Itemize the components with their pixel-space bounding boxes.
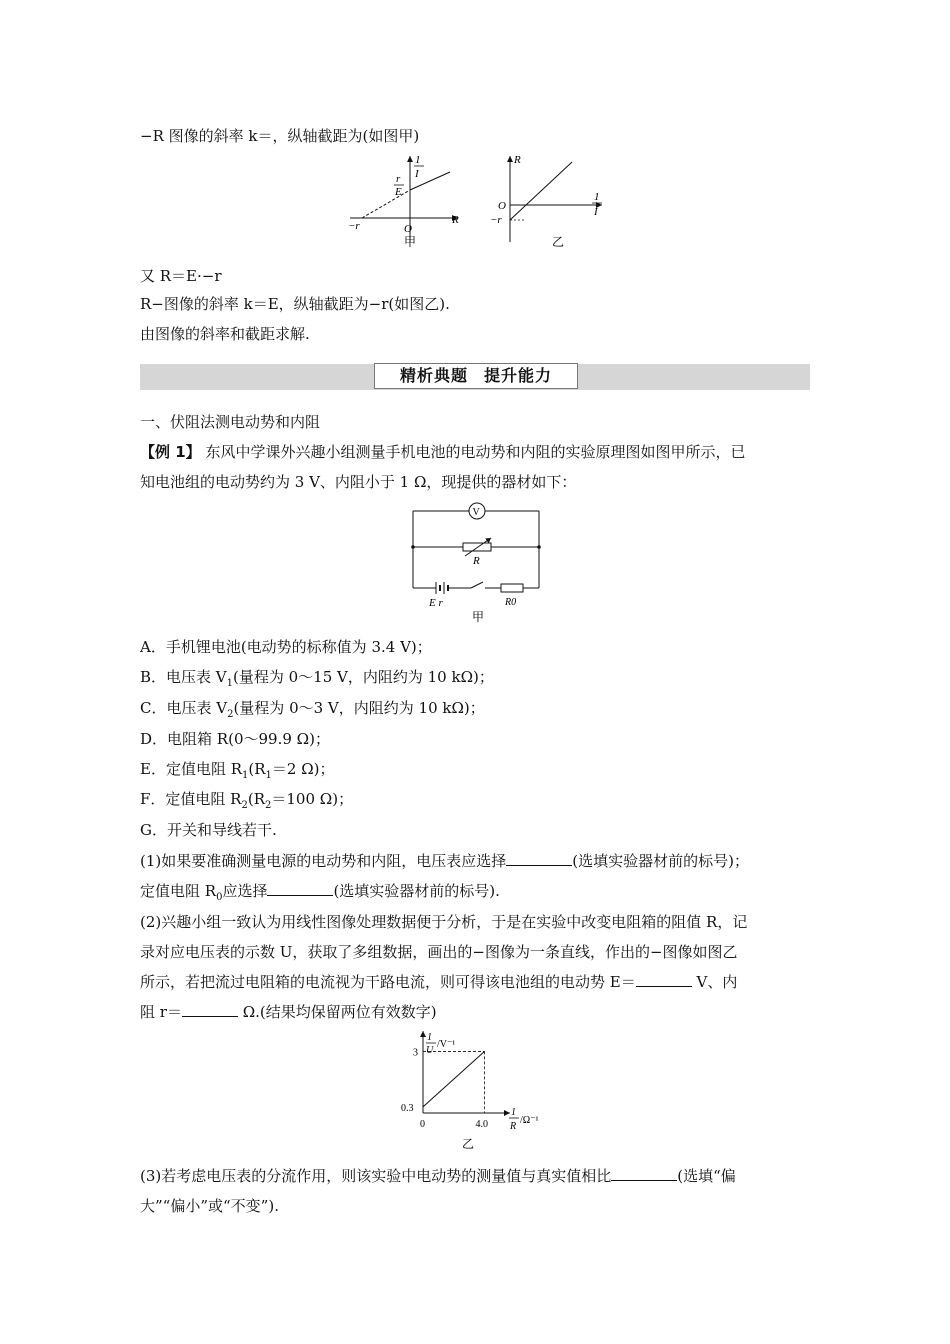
battery-label: E r bbox=[429, 597, 443, 609]
chart-title: 乙 bbox=[462, 1137, 475, 1151]
option-g: G．开关和导线若干. bbox=[140, 821, 277, 839]
circuit-caption: 甲 bbox=[472, 610, 485, 624]
chart-y-label-den: U bbox=[426, 1045, 434, 1056]
rheostat-box bbox=[463, 543, 491, 551]
left-dashed-extension bbox=[362, 190, 410, 218]
chart-x-unit: /Ω⁻¹ bbox=[520, 1115, 539, 1126]
intro-line-2: 又 R＝E·−r bbox=[140, 267, 222, 285]
question-2-line-1: (2)兴趣小组一致认为用线性图像处理数据便于分析，于是在实验中改变电阻箱的阻值 R，记 bbox=[140, 913, 748, 931]
example-tag: 【例 1】 bbox=[140, 443, 201, 461]
option-f: F．定值电阻 $R_2(R_2=100$ Ω)； bbox=[140, 790, 354, 811]
chart-y-unit: /V⁻¹ bbox=[437, 1039, 456, 1050]
voltmeter-label: V bbox=[472, 507, 480, 518]
answer-blank-comparison[interactable] bbox=[611, 1166, 677, 1181]
left-caption: 甲 bbox=[404, 235, 417, 249]
question-1-line-1: (1)如果要准确测量电源的电动势和内阻，电压表应选择 (选填实验器材前的标号)； bbox=[140, 852, 749, 870]
option-a: A．手机锂电池(电动势的标称值为 3.4 V)； bbox=[140, 638, 432, 656]
question-2-line-2: 录对应电压表的示数 U，获取了多组数据，画出的−图像为一条直线，作出的−图像如图乙 bbox=[140, 943, 738, 961]
left-neg-r: −r bbox=[348, 220, 360, 232]
intro-line-4: 由图像的斜率和截距求解. bbox=[140, 325, 310, 343]
question-3-line-2: 大”“偏小”或“不变”). bbox=[140, 1197, 279, 1215]
left-x-label: R bbox=[452, 214, 459, 226]
example-text-1: 东风中学课外兴趣小组测量手机电池的电动势和内阻的实验原理图如图甲所示，已 bbox=[205, 443, 746, 461]
left-intercept-den: E bbox=[395, 186, 402, 198]
circuit-diagram bbox=[405, 500, 550, 625]
chart-data-line bbox=[423, 1051, 485, 1106]
chart-x-label-den: R bbox=[510, 1121, 517, 1132]
chart-x-tick: 4.0 bbox=[475, 1119, 489, 1130]
intro-line-3: R−图像的斜率 k＝E，纵轴截距为−r(如图乙). bbox=[140, 295, 450, 313]
chart-x-label-num: 1 bbox=[511, 1107, 516, 1118]
switch-icon bbox=[471, 582, 483, 588]
right-caption: 乙 bbox=[552, 235, 565, 249]
example-line-2: 知电池组的电动势约为 3 V、内阻小于 1 Ω，现提供的器材如下： bbox=[140, 473, 577, 491]
right-origin: O bbox=[498, 200, 506, 212]
option-d: D．电阻箱 R(0～99.9 Ω)； bbox=[140, 730, 330, 748]
option-c: C．电压表 $V_2$(量程为 0～3 V，内阻约为 10 kΩ)； bbox=[140, 699, 485, 720]
right-x-num: 1 bbox=[594, 191, 600, 203]
option-b: B．电压表 $V_1$(量程为 0～15 V，内阻约为 10 kΩ)； bbox=[140, 668, 494, 689]
fixed-resistor-box bbox=[501, 584, 523, 592]
answer-blank-internal-r[interactable] bbox=[182, 1002, 238, 1017]
option-e: E．定值电阻 $R_1(R_1=2$ Ω)； bbox=[140, 760, 335, 781]
figure-2-chart bbox=[390, 1025, 560, 1155]
section-title: 一、伏阻法测电动势和内阻 bbox=[140, 413, 321, 431]
left-origin: O bbox=[404, 223, 412, 235]
figure-1-graphs bbox=[340, 150, 620, 255]
rheostat-label: R bbox=[473, 555, 480, 567]
right-x-den: I bbox=[594, 206, 598, 218]
answer-blank-voltmeter[interactable] bbox=[506, 851, 572, 866]
right-neg-r: −r bbox=[490, 214, 502, 226]
answer-blank-emf[interactable] bbox=[636, 972, 692, 987]
banner-right-text: 提升能力 bbox=[484, 366, 553, 385]
chart-x-tick: 0 bbox=[420, 1119, 425, 1130]
left-y-num: 1 bbox=[415, 154, 421, 166]
left-intercept-num: r bbox=[396, 173, 401, 185]
question-2-line-3: 所示，若把流过电阻箱的电流视为干路电流，则可得该电池组的电动势 E＝ V、内 bbox=[140, 973, 738, 991]
intro-line-1: −R 图像的斜率 k＝，纵轴截距为(如图甲) bbox=[140, 127, 420, 145]
example-line-1 bbox=[140, 442, 745, 462]
question-1-line-2: 定值电阻 $R_0$应选择 (选填实验器材前的标号). bbox=[140, 882, 500, 903]
chart-y-tick: 3 bbox=[413, 1047, 418, 1059]
right-line bbox=[510, 162, 572, 220]
answer-blank-r0[interactable] bbox=[267, 881, 333, 896]
section-banner bbox=[374, 363, 578, 389]
question-3-line-1: (3)若考虑电压表的分流作用，则该实验中电动势的测量值与真实值相比 (选填“偏 bbox=[140, 1167, 736, 1185]
chart-y-label-num: 1 bbox=[427, 1032, 432, 1043]
chart-y-tick: 0.3 bbox=[401, 1102, 414, 1114]
resistor-label: R0 bbox=[505, 597, 517, 608]
right-y-label: R bbox=[514, 154, 521, 166]
left-y-den: I bbox=[415, 168, 419, 180]
question-2-line-4: 阻 r＝ Ω.(结果均保留两位有效数字) bbox=[140, 1003, 437, 1021]
banner-left-text: 精析典题 bbox=[399, 366, 468, 385]
